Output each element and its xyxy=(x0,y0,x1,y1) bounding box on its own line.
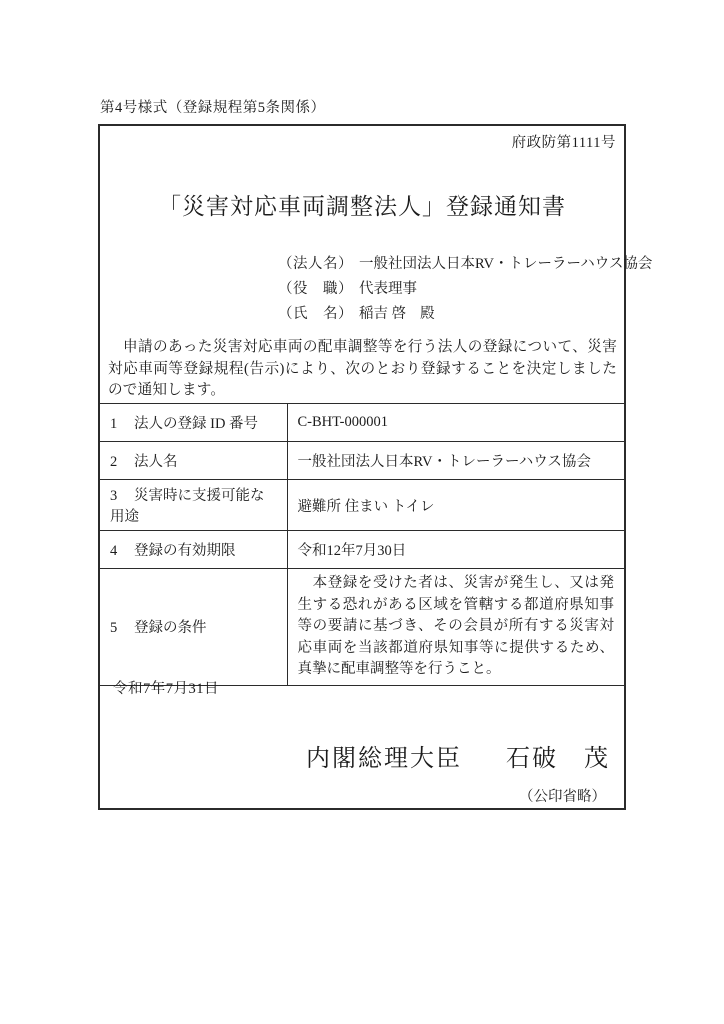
table-row xyxy=(100,404,624,442)
row-label-cell xyxy=(100,404,287,442)
table-row xyxy=(100,480,624,531)
row-label-cell xyxy=(100,531,287,569)
row-label: 法人名 xyxy=(134,454,178,470)
issue-date: 令和7年7月31日 xyxy=(113,681,219,697)
role-label: （役 職） xyxy=(278,281,353,297)
row-number: 2 xyxy=(110,454,118,470)
row-number: 4 xyxy=(110,543,118,559)
document-number: 府政防第1111号 xyxy=(511,135,616,151)
corp-name-label: （法人名） xyxy=(278,256,353,272)
row-value-cell: 令和12年7月30日 xyxy=(287,531,624,569)
row-label: 登録の条件 xyxy=(134,620,207,637)
row-label: 法人の登録 ID 番号 xyxy=(134,416,259,432)
body-paragraph: 申請のあった災害対応車両の配車調整等を行う法人の登録について、災害対応車両等登録規程(告示)により、次のとおり登録することを決定しましたので通知します。 xyxy=(108,339,617,398)
signature-line xyxy=(306,738,610,773)
row-label-cell xyxy=(100,480,287,531)
row-label: 災害時に支援可能な用途 xyxy=(110,488,265,525)
seal-omitted-note: （公印省略） xyxy=(519,789,606,805)
row-number: 1 xyxy=(110,416,118,432)
row-value-cell xyxy=(287,569,624,686)
role-value: 代表理事 xyxy=(359,281,417,297)
corp-name-value: 一般社団法人日本RV・トレーラーハウス協会 xyxy=(359,256,653,272)
table-row xyxy=(100,442,624,480)
row-value-cell: 避難所 住まい トイレ xyxy=(287,480,624,531)
registration-conditions-text: 本登録を受けた者は、災害が発生し、又は発生する恐れがある区域を管轄する都道府県知事等の要請に基づき、その会員が所有する災害対応車両を当該都道府県知事等に提供するため、真摯に配車調整等を行うこと。 xyxy=(297,575,614,678)
addressee-name-line xyxy=(278,302,652,327)
row-label-cell xyxy=(100,442,287,480)
honorific: 殿 xyxy=(420,306,435,322)
row-value-cell: C-BHT-000001 xyxy=(287,404,624,442)
row-number: 5 xyxy=(110,620,118,637)
row-label-cell xyxy=(100,569,287,686)
registration-table xyxy=(100,403,624,686)
minister-name: 石破 茂 xyxy=(506,746,610,772)
row-number: 3 xyxy=(110,488,118,504)
form-style-label: 第4号様式（登録規程第5条関係） xyxy=(100,100,326,116)
document-title: 「災害対応車両調整法人」登録通知書 xyxy=(158,194,566,219)
minister-title: 内閣総理大臣 xyxy=(306,746,462,772)
row-label: 登録の有効期限 xyxy=(134,543,236,559)
row-value-cell: 一般社団法人日本RV・トレーラーハウス協会 xyxy=(287,442,624,480)
addressee-block xyxy=(278,252,652,327)
table-row xyxy=(100,531,624,569)
notification-sheet xyxy=(98,124,653,810)
addressee-role-line xyxy=(278,277,652,302)
person-name-label: （氏 名） xyxy=(278,306,353,322)
person-name-value: 稲吉 啓 xyxy=(359,306,407,322)
table-row xyxy=(100,569,624,686)
addressee-corp-line xyxy=(278,252,652,277)
